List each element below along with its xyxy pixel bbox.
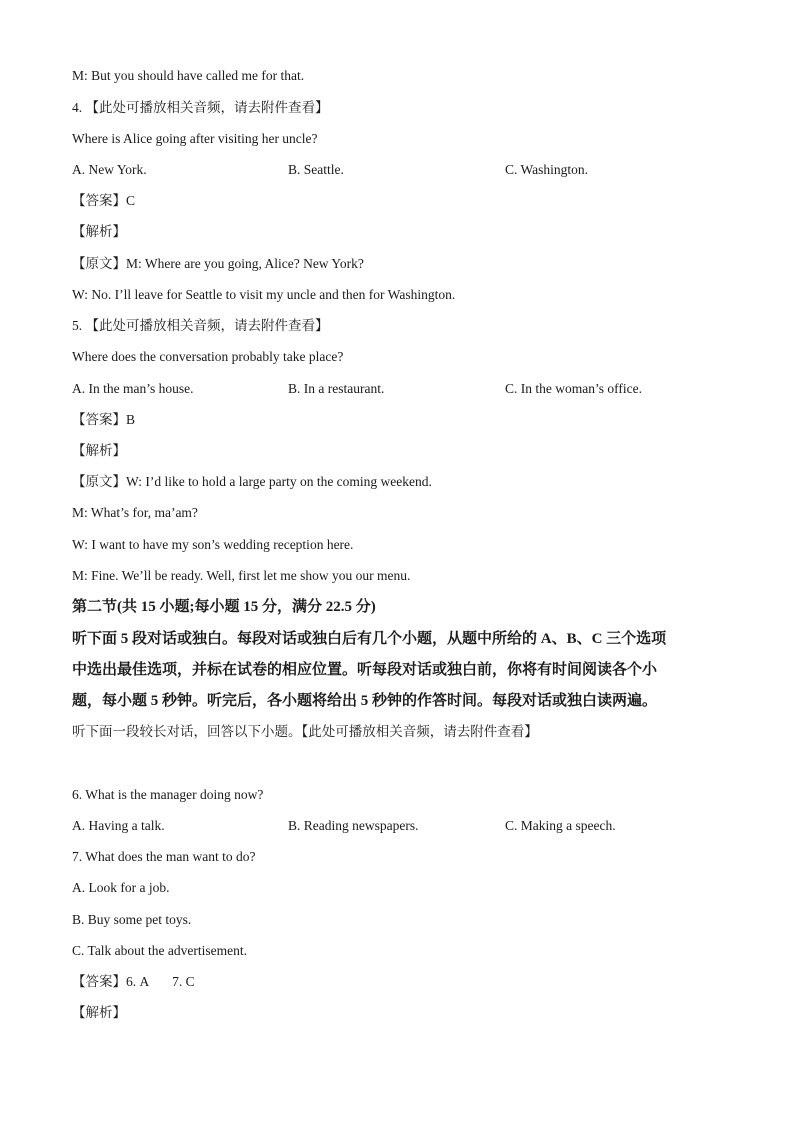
question-5-text: Where does the conversation probably take place? [72, 349, 344, 364]
analysis-label: 【解析】 [72, 443, 126, 458]
question-4-option-a: A. New York. [72, 162, 147, 177]
question-4-audio-note: 4. 【此处可播放相关音频，请去附件查看】 [72, 100, 329, 115]
analysis-label: 【解析】 [72, 224, 126, 239]
transcript-line: W: I want to have my son’s wedding reception here. [72, 537, 354, 552]
question-7-option-b: B. Buy some pet toys. [72, 912, 192, 927]
question-5-option-b: B. In a restaurant. [288, 381, 385, 396]
transcript-line: 【原文】M: Where are you going, Alice? New York? [72, 256, 364, 271]
section-instructions-line: 题，每小题 5 秒钟。听完后，各小题将给出 5 秒钟的作答时间。每段对话或独白读两遍。 [72, 693, 658, 709]
question-7-option-c: C. Talk about the advertisement. [72, 943, 248, 958]
question-7-text: 7. What does the man want to do? [72, 849, 256, 864]
answer-label: 【答案】6. A 7. C [72, 974, 195, 989]
question-6-text: 6. What is the manager doing now? [72, 787, 264, 802]
question-5-option-c: C. In the woman’s office. [505, 381, 642, 396]
question-5-audio-note: 5. 【此处可播放相关音频，请去附件查看】 [72, 318, 329, 333]
question-6-option-b: B. Reading newspapers. [288, 818, 419, 833]
analysis-label: 【解析】 [72, 1005, 126, 1020]
section-instructions-line: 听下面 5 段对话或独白。每段对话或独白后有几个小题，从题中所给的 A、B、C 三个选项 [72, 631, 667, 647]
question-4-option-c: C. Washington. [505, 162, 589, 177]
transcript-line: 【原文】W: I’d like to hold a large party on the coming weekend. [72, 474, 432, 489]
dialogue-line: M: But you should have called me for that. [72, 68, 305, 83]
answer-label: 【答案】C [72, 193, 136, 208]
question-7-option-a: A. Look for a job. [72, 880, 170, 895]
question-6-option-a: A. Having a talk. [72, 818, 165, 833]
transcript-line: M: What’s for, ma’am? [72, 505, 198, 520]
section-heading: 第二节(共 15 小题;每小题 15 分，满分 22.5 分) [72, 599, 376, 615]
long-dialogue-audio-note: 听下面一段较长对话，回答以下小题。【此处可播放相关音频，请去附件查看】 [72, 724, 538, 739]
section-instructions-line: 中选出最佳选项，并标在试卷的相应位置。听每段对话或独白前，你将有时间阅读各个小 [72, 662, 658, 678]
question-4-text: Where is Alice going after visiting her uncle? [72, 131, 318, 146]
answer-label: 【答案】B [72, 412, 136, 427]
question-6-option-c: C. Making a speech. [505, 818, 616, 833]
transcript-line: M: Fine. We’ll be ready. Well, first let me show you our menu. [72, 568, 411, 583]
question-4-option-b: B. Seattle. [288, 162, 344, 177]
question-5-option-a: A. In the man’s house. [72, 381, 194, 396]
transcript-line: W: No. I’ll leave for Seattle to visit my uncle and then for Washington. [72, 287, 456, 302]
